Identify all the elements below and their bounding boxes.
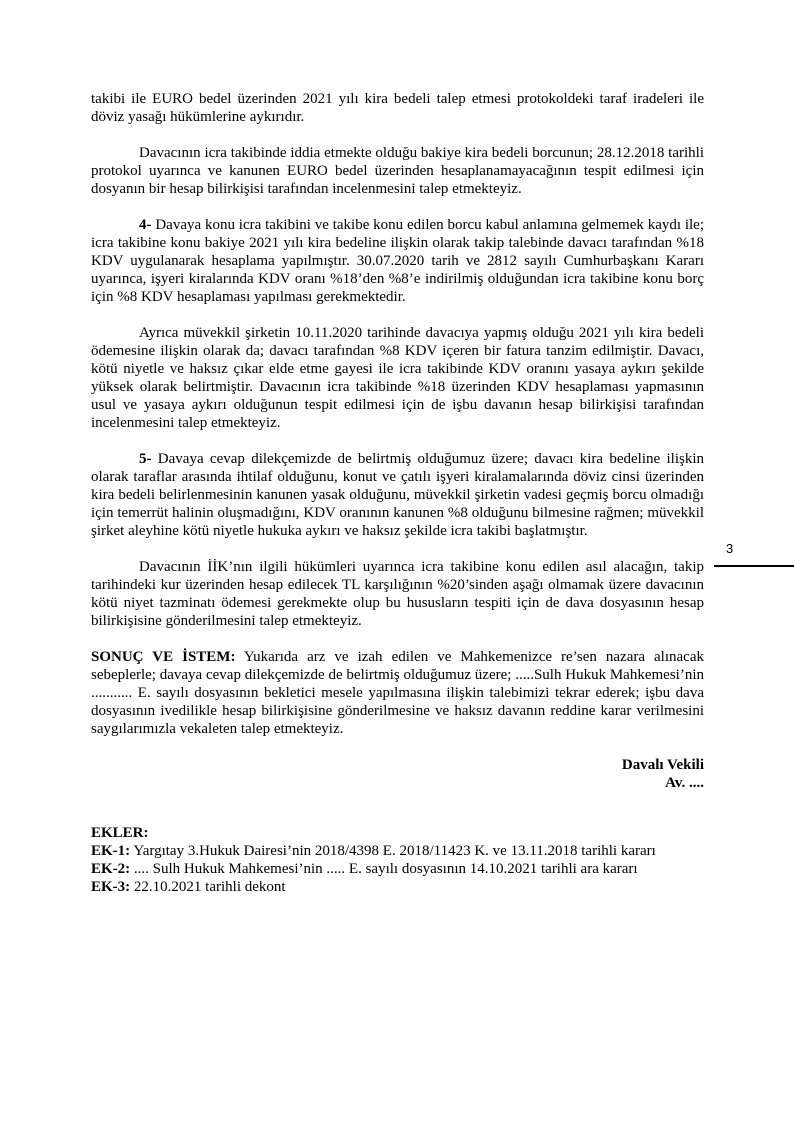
attachments-heading: EKLER: — [91, 825, 149, 841]
paragraph-expert-request-euro: Davacının icra takibinde iddia etmekte olduğu bakiye kira bedeli borcunun; 28.12.2018 tarihli protokol uyarınca ve kanunen EURO bedel üzerinden hesaplanamayacağının tespit edilmesi için dosyanın bir hesap bilirkişisi tarafından incelenmesini talep etmekteyiz. — [91, 145, 704, 197]
conclusion-heading: SONUÇ VE İSTEM: — [91, 649, 236, 665]
paragraph-conclusion — [91, 648, 704, 738]
paragraph-iik-compensation: Davacının İİK’nın ilgili hükümleri uyarınca icra takibine konu edilen asıl alacağın, takip tarihindeki kur üzerinden hesap edilecek TL karşılığının %20’sinden aşağı olmamak üzere davacının kötü niyet tazminatı ödemesi gerekmekte olup bu hususların tespiti için de dava dosyasının hesap bilirkişisine gönderilmesini talep etmekteyiz. — [91, 559, 704, 629]
paragraph-item-5-bad-faith — [91, 450, 704, 540]
signature-block — [91, 756, 704, 792]
attachments-section — [91, 824, 704, 896]
page-number: 3 — [726, 541, 734, 556]
paragraph-continuation: takibi ile EURO bedel üzerinden 2021 yılı kira bedeli talep etmesi protokoldeki taraf iradeleri ile döviz yasağı hükümlerine aykırıdır. — [91, 91, 704, 125]
document-body — [91, 90, 704, 896]
item-4-text: Davaya konu icra takibini ve takibe konu edilen borcu kabul anlamına gelmemek kaydı ile; icra takibine konu bakiye 2021 yılı kira bedeline ilişkin olarak takip talebinde davacı tarafından %18 KDV uygulanarak hesaplama yapılmıştır. 30.07.2020 tarih ve 2812 sayılı Cumhurbaşkanı Kararı uyarınca, işyeri kiralarında KDV oranı %18’den %8’e indirilmiş olduğundan icra takibine konu borç için %8 KDV hesaplaması yapılması gerekmektedir. — [91, 217, 704, 305]
item-5-marker: 5- — [139, 451, 152, 467]
signature-role: Davalı Vekili — [621, 757, 704, 773]
paragraph-kdv-invoice: Ayrıca müvekkil şirketin 10.11.2020 tarihinde davacıya yapmış olduğu 2021 yılı kira bedeli ödemesine ilişkin olarak da; davacı tarafından %8 KDV içeren bir fatura tanzim edilmiştir. Davacı, kötü niyetle ve haksız çıkar elde etme gayesi ile icra takibinde KDV oranını yasaya aykırı şekilde yüksek olarak belirtmiştir. Davacının icra takibinde %18 üzerinden KDV hesaplaması yapmasının usul ve yasaya aykırı olduğunun tespit edilmesi için de işbu davanın hesap bilirkişisi tarafından incelenmesini talep etmekteyiz. — [91, 325, 704, 431]
attachment-3-label: EK-3: — [91, 879, 131, 895]
attachment-2-text: .... Sulh Hukuk Mahkemesi’nin ..... E. sayılı dosyasının 14.10.2021 tarihli ara kararı — [130, 861, 638, 877]
attachment-item-2 — [91, 860, 704, 878]
attachment-item-1 — [91, 842, 704, 860]
paragraph-item-4-kdv-rate — [91, 216, 704, 306]
page-number-marker — [714, 541, 794, 567]
attachment-3-text: 22.10.2021 tarihli dekont — [130, 879, 286, 895]
attachment-2-label: EK-2: — [91, 861, 131, 877]
item-5-text: Davaya cevap dilekçemizde de belirtmiş olduğumuz üzere; davacı kira bedeline ilişkin olarak taraflar arasında ihtilaf olduğunu, konut ve çatılı işyeri kiralamalarında döviz cinsi üzerinden kira bedeli belirlenmesinin kanunen yasak olduğunu, müvekkil şirketin vadesi geçmiş borcu olmadığı için temerrüt halinin oluşmadığını, KDV oranının kanunen %8 olduğunu bilmesine rağmen; müvekkil şirket aleyhine kötü niyetle hukuka aykırı ve haksız şekilde icra takibi başlatmıştır. — [91, 451, 704, 539]
attachment-item-3 — [91, 878, 704, 896]
signature-attorney: Av. .... — [665, 775, 704, 791]
attachment-1-text: Yargıtay 3.Hukuk Dairesi’nin 2018/4398 E. 2018/11423 K. ve 13.11.2018 tarihli kararı — [130, 843, 656, 859]
attachment-1-label: EK-1: — [91, 843, 131, 859]
conclusion-text: Yukarıda arz ve izah edilen ve Mahkemenizce re’sen nazara alınacak sebeplerle; davaya cevap dilekçemizde de belirtmiş olduğumuz üzere; .....Sulh Hukuk Mahkemesi’nin ........... E. sayılı dosyasının bekletici mesele yapılmasına ilişkin talebimizi tekrar ederek; işbu dava dosyasının ivedilikle hesap bilirkişisine gönderilmesine ve haksız davanın reddine karar verilmesini saygılarımızla vekaleten talep etmekteyiz. — [91, 649, 704, 737]
item-4-marker: 4- — [139, 217, 152, 233]
